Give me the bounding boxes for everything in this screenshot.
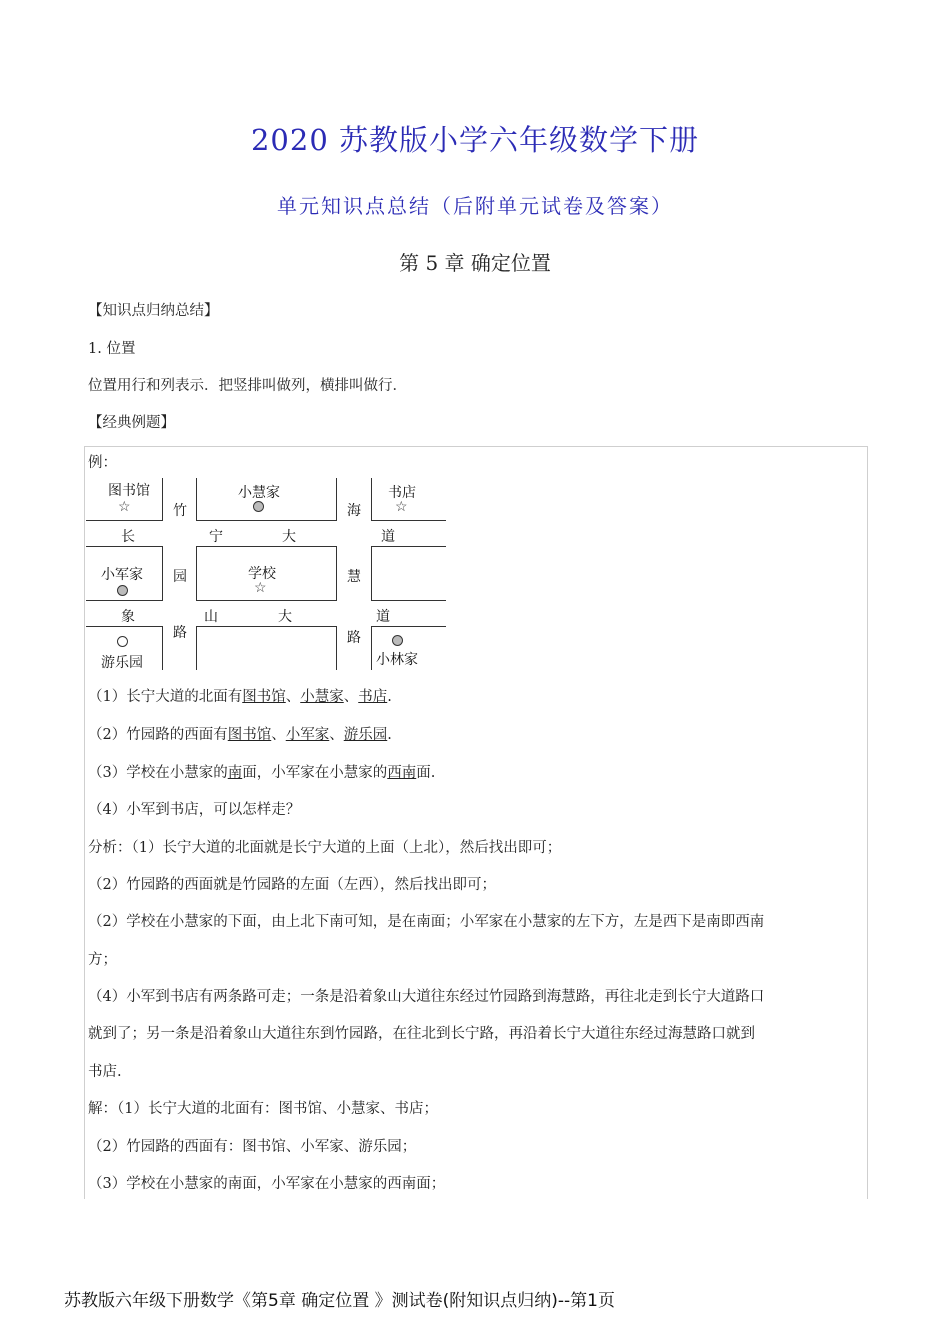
summary-heading: 【知识点归纳总结】 [88,303,219,319]
road-char: 大 [282,529,296,545]
analysis-line: 方； [88,952,117,968]
q2-answer-a: 图书馆 [227,727,272,743]
q1-answer-a: 图书馆 [242,689,286,705]
label-library: 图书馆 [108,483,150,499]
road-char: 道 [381,529,395,545]
road-char: 大 [278,609,292,625]
label-xiaohui-home: 小慧家 [238,485,280,501]
road-char: 园 [173,569,187,585]
q2-sep: 、 [329,727,344,743]
q1-answer-c: 书店 [358,689,388,705]
solution-line: （2）竹园路的西面有：图书馆、小军家、游乐园； [88,1139,417,1155]
q1-sep: 、 [343,689,359,705]
q2-answer-c: 游乐园 [343,727,388,743]
question-1 [88,685,392,706]
q3-mid: 面，小军家在小慧家的 [242,765,388,781]
question-4: （4）小军到书店，可以怎样走？ [88,802,301,818]
q2-prefix: （2）竹园路的西面有 [88,727,228,743]
question-2 [88,723,392,744]
location-map [86,478,446,670]
page-footer: 苏教版六年级下册数学《第5章 确定位置 》测试卷(附知识点归纳)--第1页 [64,1291,615,1311]
analysis-line: 就到了；另一条是沿着象山大道往东到竹园路，在往北到长宁路，再沿着长宁大道往东经过海慧路口就到 [88,1026,755,1042]
label-xiaojun-home: 小军家 [101,567,143,583]
solution-line: （3）学校在小慧家的南面，小军家在小慧家的西南面； [88,1176,446,1192]
examples-heading: 【经典例题】 [88,415,175,431]
map-block-right-middle [371,546,446,601]
park-dot-icon [117,636,128,647]
q1-prefix: （1）长宁大道的北面有 [88,689,243,705]
q2-answer-b: 小军家 [285,727,330,743]
q1-answer-b: 小慧家 [300,689,344,705]
example-label: 例： [88,455,117,471]
road-char: 山 [204,609,218,625]
star-icon: ☆ [395,499,408,515]
road-char: 宁 [209,529,223,545]
home-dot-icon [117,585,128,596]
q2-sep: 、 [271,727,286,743]
star-icon: ☆ [254,580,267,596]
analysis-line: 书店. [88,1064,122,1080]
road-char: 路 [347,630,361,646]
q3-answer-b: 西南 [387,765,417,781]
solution-line: 解：（1）长宁大道的北面有：图书馆、小慧家、书店； [88,1101,438,1117]
q1-sep: 、 [285,689,301,705]
q1-end: . [387,689,392,705]
road-char: 长 [121,529,135,545]
road-char: 路 [173,625,187,641]
home-dot-icon [392,635,403,646]
label-bookstore: 书店 [388,485,416,501]
road-char: 慧 [347,569,361,585]
label-xiaolin-home: 小林家 [376,652,418,668]
analysis-line: （2）竹园路的西面就是竹园路的左面（左西），然后找出即可； [88,877,496,893]
q3-answer-a: 南 [227,765,243,781]
home-dot-icon [253,501,264,512]
label-school: 学校 [248,566,276,582]
q2-end: . [387,727,392,743]
road-char: 道 [376,609,390,625]
q3-end: 面. [416,765,436,781]
item1-text: 位置用行和列表示．把竖排叫做列，横排叫做行． [88,378,407,394]
chapter-heading: 第 5 章 确定位置 [399,251,551,275]
analysis-line: （2）学校在小慧家的下面，由上北下南可知，是在南面；小军家在小慧家的左下方，左是西下是南即西南 [88,914,765,930]
item1-title: 1. 位置 [88,341,136,357]
q3-prefix: （3）学校在小慧家的 [88,765,228,781]
document-subtitle: 单元知识点总结（后附单元试卷及答案） [277,194,673,218]
question-3 [88,761,435,782]
analysis-line: 分析：（1）长宁大道的北面就是长宁大道的上面（上北），然后找出即可； [88,840,562,856]
road-char: 竹 [173,503,187,519]
label-park: 游乐园 [101,655,143,670]
road-char: 海 [347,503,361,519]
star-icon: ☆ [118,499,131,515]
document-title: 2020 苏教版小学六年级数学下册 [250,123,700,157]
road-char: 象 [121,609,135,625]
map-block-bottom-middle [196,626,337,670]
analysis-line: （4）小军到书店有两条路可走；一条是沿着象山大道往东经过竹园路到海慧路，再往北走到长宁大道路口 [88,989,765,1005]
